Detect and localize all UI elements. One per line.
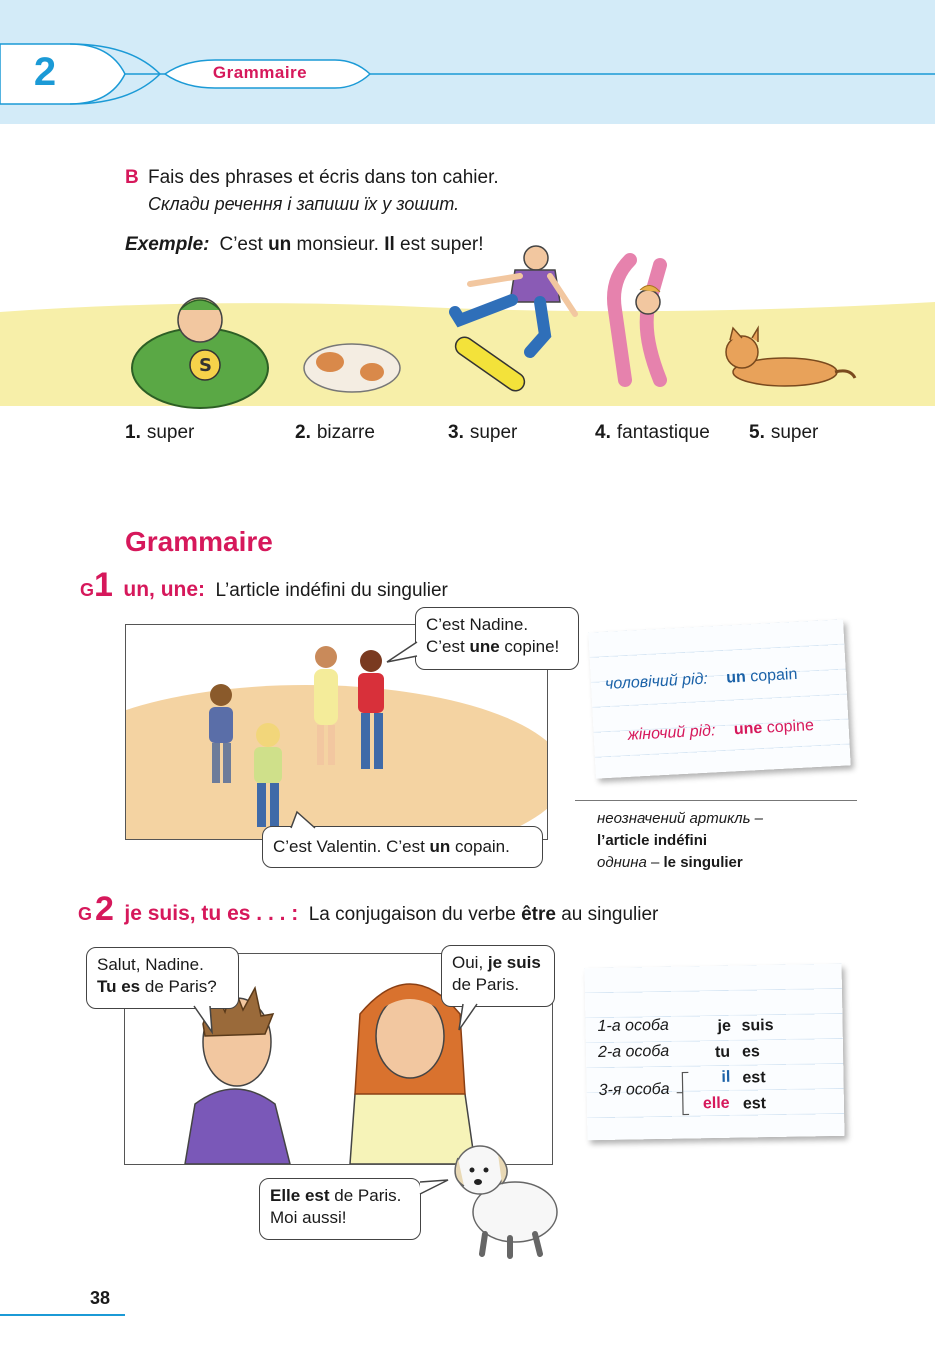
exemple-text: monsieur. [291, 234, 385, 255]
conjugation-card [585, 964, 845, 1140]
divider [575, 800, 857, 801]
speech-bubble-nadine [415, 607, 579, 670]
bubble-text: C’est une copine! [426, 637, 560, 656]
person-label: 2-а особа [597, 1042, 670, 1062]
pronoun: tu [714, 1043, 731, 1061]
feminine-row: жіночий рід: une copine [627, 717, 815, 744]
chapter-number: 2 [33, 50, 57, 94]
page-number: 38 [90, 1288, 111, 1308]
g2-heading [78, 890, 658, 929]
speech-bubble-bottom [259, 1178, 421, 1240]
bubble-text: Salut, Nadine. [97, 955, 204, 974]
pronoun: je [717, 1017, 732, 1035]
g-letter: G [80, 580, 95, 600]
g1-heading [80, 566, 448, 605]
illustration-strip [0, 240, 935, 410]
speech-bubble-boy [86, 947, 239, 1009]
list-item: 1. super [125, 422, 195, 443]
guinea-pig-illustration [304, 344, 400, 392]
speech-bubble-valentin: C’est Valentin. C’est un copain. [262, 826, 543, 868]
list-item: 5. super [749, 422, 819, 443]
verb-form: est [742, 1069, 766, 1087]
gloss-line: однина – le singulier [597, 854, 743, 871]
g-heading: je suis, tu es . . . : [124, 902, 299, 925]
svg-text:S: S [199, 355, 212, 376]
bubble-tail [455, 1002, 485, 1034]
exemple-text: est super! [394, 234, 484, 255]
exercise-instruction: Fais des phrases et écris dans ton cahier. [148, 167, 499, 188]
footer-line [0, 1314, 125, 1316]
g-number: 2 [95, 890, 114, 928]
exercise-instruction-uk: Склади речення і запиши їх у зошит. [148, 194, 460, 214]
g-subtitle: La conjugaison du verbe être au singulier [308, 904, 659, 925]
g-letter: G [78, 904, 93, 924]
bubble-tail [190, 1004, 220, 1036]
gloss [597, 808, 763, 874]
bubble-text: Moi aussi! [270, 1208, 347, 1227]
gloss-line: l’article indéfini [597, 832, 708, 849]
section-label: Grammaire [212, 63, 308, 82]
header-ribbon [0, 40, 935, 110]
bubble-text: C’est Nadine. [426, 615, 529, 634]
bubble-text: de Paris. [452, 975, 520, 994]
list-item: 2. bizarre [295, 422, 375, 443]
exemple-article: un [268, 234, 292, 255]
person-label: 3-я особа [598, 1080, 670, 1100]
speech-bubble-nadine [441, 945, 555, 1007]
gloss-line: неозначений артикль – [597, 810, 764, 827]
dog-illustration [440, 1130, 570, 1260]
bubble-text: Oui, je suis [452, 953, 541, 972]
list-item: 3. super [448, 422, 518, 443]
verb-form: es [741, 1043, 760, 1061]
bubble-tail [418, 1176, 452, 1200]
person-label: 1-а особа [597, 1016, 669, 1036]
g-subtitle: L’article indéfini du singulier [215, 580, 448, 601]
masculine-row: чоловічий рід: un copain [604, 665, 798, 693]
verb-form: est [742, 1095, 767, 1113]
bubble-text: Elle est de Paris. [270, 1186, 402, 1205]
g-number: 1 [94, 566, 113, 604]
bubble-text: Tu es de Paris? [97, 977, 217, 996]
exemple-pronoun: Il [384, 234, 395, 255]
pronoun: il [721, 1068, 731, 1086]
article-card [588, 619, 850, 778]
exercise-letter: B [125, 167, 139, 188]
bracket [674, 1070, 691, 1116]
verb-form: suis [741, 1016, 774, 1035]
grammar-title: Grammaire [125, 526, 273, 557]
list-item: 4. fantastique [595, 422, 710, 443]
exemple-label: Exemple: [125, 234, 210, 255]
bubble-tail [385, 640, 421, 666]
bubble-tail [285, 810, 325, 830]
pronoun: elle [702, 1094, 730, 1113]
g-heading: un, une: [123, 578, 206, 601]
exemple-text: C’est [219, 234, 269, 255]
